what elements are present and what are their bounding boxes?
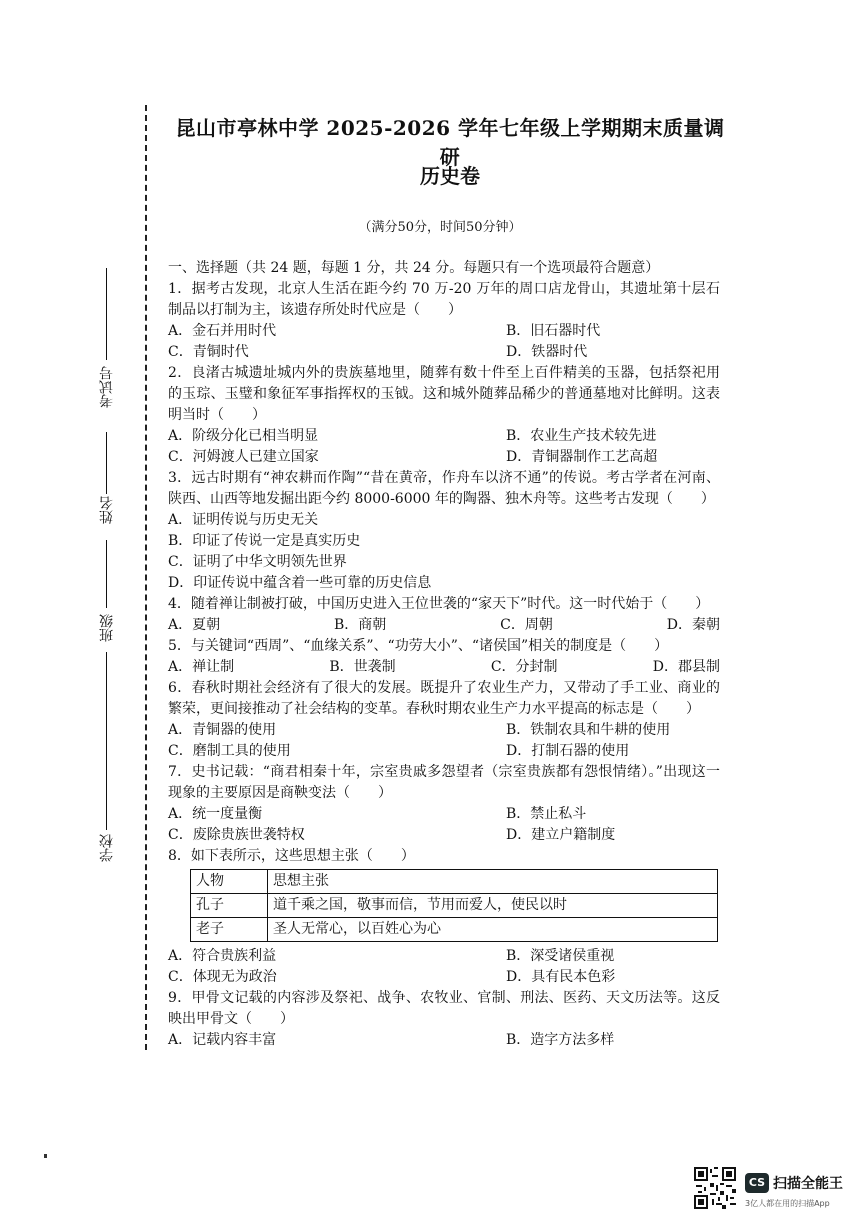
- option-c[interactable]: C．证明了中华文明领先世界: [168, 554, 347, 570]
- school-field[interactable]: [95, 652, 119, 872]
- binding-dashed-line: [145, 105, 147, 1050]
- question-5-stem: 5．与关键词“西周”、“血缘关系”、“功劳大小”、“诸侯国”相关的制度是（ ）: [168, 638, 669, 654]
- option-c[interactable]: C．体现无为政治: [168, 969, 277, 985]
- question-6-stem: 6．春秋时期社会经济有了很大的发展。既提升了农业生产力，又带动了手工业、商业的繁荣，更间接推动了社会结构的变革。春秋时期农业生产力水平提高的标志是（ ）: [168, 680, 720, 717]
- question-9-stem: 9．甲骨文记载的内容涉及祭祀、战争、农牧业、官制、刑法、医药、天文历法等。这反映出甲骨文（ ）: [168, 990, 720, 1027]
- question-list: [168, 258, 720, 1051]
- table-cell: 圣人无常心，以百姓心为心: [268, 918, 718, 942]
- name-label: 姓名: [99, 496, 115, 524]
- table-row: [191, 894, 718, 918]
- option-c[interactable]: C．河姆渡人已建立国家: [168, 449, 319, 465]
- option-d[interactable]: D．青铜器制作工艺高超: [506, 449, 658, 465]
- score-time-note: （满分50分，时间50分钟）: [358, 220, 522, 235]
- option-d[interactable]: D．秦朝: [666, 617, 720, 633]
- option-d[interactable]: D．铁器时代: [506, 344, 588, 360]
- table-cell: 孔子: [191, 894, 268, 918]
- section-heading: 一、选择题（共 24 题，每题 1 分，共 24 分。每题只有一个选项最符合题意）: [168, 260, 660, 276]
- option-b[interactable]: B．农业生产技术较先进: [506, 428, 657, 444]
- question-1-options-row2: [168, 342, 720, 363]
- exam-title: 昆山市亭林中学 2025-2026 学年七年级上学期期末质量调研: [175, 116, 725, 169]
- question-1-options-row1: [168, 321, 720, 342]
- school-line: [106, 652, 107, 830]
- question-6-options-row1: [168, 720, 720, 741]
- class-label: 班级: [99, 614, 115, 642]
- option-a[interactable]: A．金石并用时代: [168, 323, 277, 339]
- class-field[interactable]: [95, 540, 119, 670]
- option-c[interactable]: C．磨制工具的使用: [168, 743, 291, 759]
- option-b[interactable]: B．禁止私斗: [506, 806, 587, 822]
- table-header-cell: 思想主张: [268, 870, 718, 894]
- question-3-stem: 3．远古时期有“神农耕而作陶”“昔在黄帝，作舟车以济不通”的传说。考古学者在河南、陕西、山西等地发掘出距今约 8000-6000 年的陶器、独木舟等。这些考古发现（ ）: [168, 470, 720, 507]
- option-a[interactable]: A．夏朝: [168, 617, 221, 633]
- thought-table: [190, 869, 718, 942]
- question-9-options-row1: [168, 1030, 720, 1051]
- question-5-options: [168, 657, 720, 678]
- exam-subtitle: 历史卷: [420, 164, 480, 188]
- option-c[interactable]: C．周朝: [500, 617, 553, 633]
- option-c[interactable]: C．分封制: [490, 659, 558, 675]
- table-header-cell: 人物: [191, 870, 268, 894]
- question-6-options-row2: [168, 741, 720, 762]
- question-4-options: [168, 615, 720, 636]
- qr-code-icon[interactable]: [694, 1167, 736, 1209]
- question-1-stem: 1．据考古发现，北京人生活在距今约 70 万-20 万年的周口店龙骨山，其遗址第十层石制品以打制为主，该遗存所处时代应是（ ）: [168, 281, 720, 318]
- brand-tagline: 3亿人都在用的扫描App: [745, 1199, 830, 1208]
- option-d[interactable]: D．印证传说中蕴含着一些可靠的历史信息: [168, 575, 432, 591]
- question-2-options-row1: [168, 426, 720, 447]
- option-a[interactable]: A．记载内容丰富: [168, 1032, 277, 1048]
- option-a[interactable]: A．符合贵族利益: [168, 948, 277, 964]
- question-2-options-row2: [168, 447, 720, 468]
- class-line: [106, 540, 107, 608]
- option-a[interactable]: A．证明传说与历史无关: [168, 512, 319, 528]
- question-7-options-row1: [168, 804, 720, 825]
- question-4-stem: 4．随着禅让制被打破，中国历史进入王位世袭的“家天下”时代。这一时代始于（ ）: [168, 596, 710, 612]
- option-b[interactable]: B．商朝: [334, 617, 387, 633]
- exam-number-label: 考试号: [99, 366, 115, 408]
- exam-number-line: [106, 268, 107, 360]
- scan-speck: [44, 1154, 47, 1158]
- name-field[interactable]: [95, 432, 119, 532]
- table-header-row: [191, 870, 718, 894]
- option-c[interactable]: C．废除贵族世袭特权: [168, 827, 305, 843]
- option-a[interactable]: A．统一度量衡: [168, 806, 263, 822]
- question-7-options-row2: [168, 825, 720, 846]
- exam-number-field[interactable]: [95, 268, 119, 428]
- option-d[interactable]: D．建立户籍制度: [506, 827, 616, 843]
- option-b[interactable]: B．深受诸侯重视: [506, 948, 615, 964]
- table-row: [191, 918, 718, 942]
- question-8-stem: 8．如下表所示，这些思想主张（ ）: [168, 848, 415, 864]
- table-cell: 道千乘之国，敬事而信，节用而爱人，使民以时: [268, 894, 718, 918]
- table-cell: 老子: [191, 918, 268, 942]
- question-8-options-row1: [168, 946, 720, 967]
- school-label: 学校: [99, 834, 115, 862]
- option-b[interactable]: B．铁制农具和牛耕的使用: [506, 722, 671, 738]
- option-c[interactable]: C．青铜时代: [168, 344, 249, 360]
- name-line: [106, 432, 107, 494]
- option-b[interactable]: B．印证了传说一定是真实历史: [168, 533, 361, 549]
- option-b[interactable]: B．造字方法多样: [506, 1032, 615, 1048]
- option-b[interactable]: B．旧石器时代: [506, 323, 601, 339]
- option-a[interactable]: A．青铜器的使用: [168, 722, 277, 738]
- option-a[interactable]: A．禅让制: [168, 659, 235, 675]
- option-d[interactable]: D．打制石器的使用: [506, 743, 630, 759]
- question-7-stem: 7．史书记载：“商君相秦十年，宗室贵戚多怨望者（宗室贵族都有怨恨情绪）。”出现这一现象的主要原因是商鞅变法（ ）: [168, 764, 720, 801]
- option-a[interactable]: A．阶级分化已相当明显: [168, 428, 319, 444]
- option-b[interactable]: B．世袭制: [329, 659, 396, 675]
- option-d[interactable]: D．郡县制: [652, 659, 720, 675]
- question-2-stem: 2．良渚古城遗址城内外的贵族墓地里，随葬有数十件至上百件精美的玉器，包括祭祀用的玉琮、玉璧和象征军事指挥权的玉钺。这和城外随葬品稀少的普通墓地对比鲜明。这表明当时（ ）: [168, 365, 720, 423]
- option-d[interactable]: D．具有民本色彩: [506, 969, 616, 985]
- camscanner-logo-icon: CS: [745, 1173, 769, 1193]
- brand-name: 扫描全能王: [773, 1176, 843, 1192]
- question-8-options-row2: [168, 967, 720, 988]
